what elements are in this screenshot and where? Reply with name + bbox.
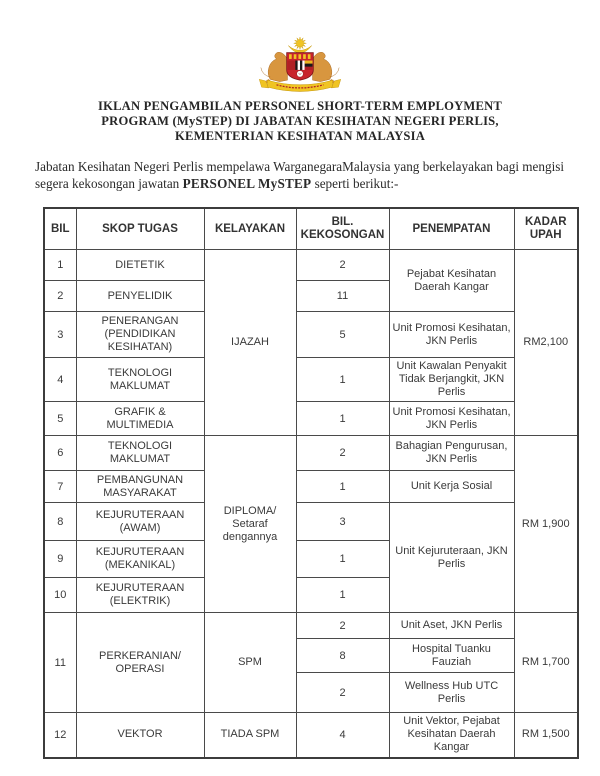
cell-kadar-upah: RM 1,700 [514,613,578,713]
cell-kekosongan: 2 [296,436,389,471]
cell-kekosongan: 1 [296,578,389,613]
cell-kekosongan: 5 [296,312,389,358]
cell-skop-tugas: VEKTOR [76,713,204,758]
col-header-penempatan: PENEMPATAN [389,208,514,250]
cell-bil: 5 [44,402,76,436]
cell-kekosongan: 1 [296,358,389,402]
cell-kelayakan: TIADA SPM [204,713,296,758]
cell-penempatan: Hospital Tuanku Fauziah [389,639,514,673]
cell-bil: 11 [44,613,76,713]
title-line-2: PROGRAM (MySTEP) DI JABATAN KESIHATAN NEGERI PERLIS, [101,114,499,128]
table-row [44,503,578,541]
table-row [44,250,578,281]
cell-kekosongan: 1 [296,471,389,503]
cell-bil: 9 [44,541,76,578]
intro-text-before: Jabatan Kesihatan Negeri Perlis mempelawa WarganegaraMalaysia yang berkelayakan bagi mengisi segera kekosongan jawatan [35,159,565,191]
cell-kekosongan: 1 [296,541,389,578]
cell-penempatan: Unit Kerja Sosial [389,471,514,503]
table-row [44,613,578,639]
cell-kekosongan: 3 [296,503,389,541]
cell-kekosongan: 11 [296,281,389,312]
table-row [44,402,578,436]
cell-bil: 10 [44,578,76,613]
cell-skop-tugas: GRAFIK & MULTIMEDIA [76,402,204,436]
table-row [44,358,578,402]
tiger-left-icon [261,52,288,84]
cell-skop-tugas: KEJURUTERAAN (ELEKTRIK) [76,578,204,613]
malaysia-coat-of-arms-logo [253,36,347,96]
cell-bil: 4 [44,358,76,402]
cell-bil: 2 [44,281,76,312]
cell-kadar-upah: RM 1,500 [514,713,578,758]
cell-penempatan: Wellness Hub UTC Perlis [389,673,514,713]
cell-bil: 12 [44,713,76,758]
cell-skop-tugas: PERKERANIAN/ OPERASI [76,613,204,713]
cell-skop-tugas: PEMBANGUNAN MASYARAKAT [76,471,204,503]
tiger-right-icon [313,52,340,84]
cell-penempatan: Bahagian Pengurusan, JKN Perlis [389,436,514,471]
cell-kekosongan: 4 [296,713,389,758]
cell-penempatan: Unit Promosi Kesihatan, JKN Perlis [389,402,514,436]
cell-penempatan: Unit Promosi Kesihatan, JKN Perlis [389,312,514,358]
cell-kelayakan: IJAZAH [204,250,296,436]
col-header-kadar-upah: KADAR UPAH [514,208,578,250]
cell-bil: 1 [44,250,76,281]
title-line-3: KEMENTERIAN KESIHATAN MALAYSIA [175,129,425,143]
cell-skop-tugas: TEKNOLOGI MAKLUMAT [76,436,204,471]
vacancy-table [43,207,579,759]
intro-paragraph [35,159,570,192]
cell-kekosongan: 2 [296,250,389,281]
coat-of-arms-icon [253,36,347,96]
cell-bil: 3 [44,312,76,358]
cell-skop-tugas: KEJURUTERAAN (AWAM) [76,503,204,541]
ribbon-icon [259,79,340,91]
header-row [44,208,578,250]
cell-skop-tugas: PENYELIDIK [76,281,204,312]
cell-kekosongan: 1 [296,402,389,436]
intro-text-after: seperti berikut:- [311,175,399,191]
cell-kekosongan: 2 [296,613,389,639]
cell-bil: 6 [44,436,76,471]
cell-kelayakan: SPM [204,613,296,713]
col-header-skop-tugas: SKOP TUGAS [76,208,204,250]
cell-kadar-upah: RM 1,900 [514,436,578,613]
col-header-bil: BIL [44,208,76,250]
cell-bil: 8 [44,503,76,541]
cell-skop-tugas: DIETETIK [76,250,204,281]
col-header-kelayakan: KELAYAKAN [204,208,296,250]
table-row [44,713,578,758]
cell-penempatan: Unit Kejuruteraan, JKN Perlis [389,503,514,613]
cell-penempatan: Pejabat Kesihatan Daerah Kangar [389,250,514,312]
cell-kekosongan: 8 [296,639,389,673]
table-row [44,436,578,471]
shield-icon [287,53,314,80]
col-header-bil-kekosongan: BIL. KEKOSONGAN [296,208,389,250]
cell-penempatan: Unit Aset, JKN Perlis [389,613,514,639]
cell-skop-tugas: TEKNOLOGI MAKLUMAT [76,358,204,402]
title-line-1: IKLAN PENGAMBILAN PERSONEL SHORT-TERM EMPLOYMENT [97,99,503,113]
cell-skop-tugas: KEJURUTERAAN (MEKANIKAL) [76,541,204,578]
table-row [44,312,578,358]
table-row [44,471,578,503]
cell-kelayakan: DIPLOMA/ Setaraf dengannya [204,436,296,613]
intro-bold-text: PERSONEL MySTEP [182,175,312,191]
cell-skop-tugas: PENERANGAN (PENDIDIKAN KESIHATAN) [76,312,204,358]
cell-bil: 7 [44,471,76,503]
cell-kekosongan: 2 [296,673,389,713]
cell-penempatan: Unit Kawalan Penyakit Tidak Berjangkit, JKN Perlis [389,358,514,402]
cell-kadar-upah: RM2,100 [514,250,578,436]
cell-penempatan: Unit Vektor, Pejabat Kesihatan Daerah Kangar [389,713,514,758]
document-title [0,99,600,144]
